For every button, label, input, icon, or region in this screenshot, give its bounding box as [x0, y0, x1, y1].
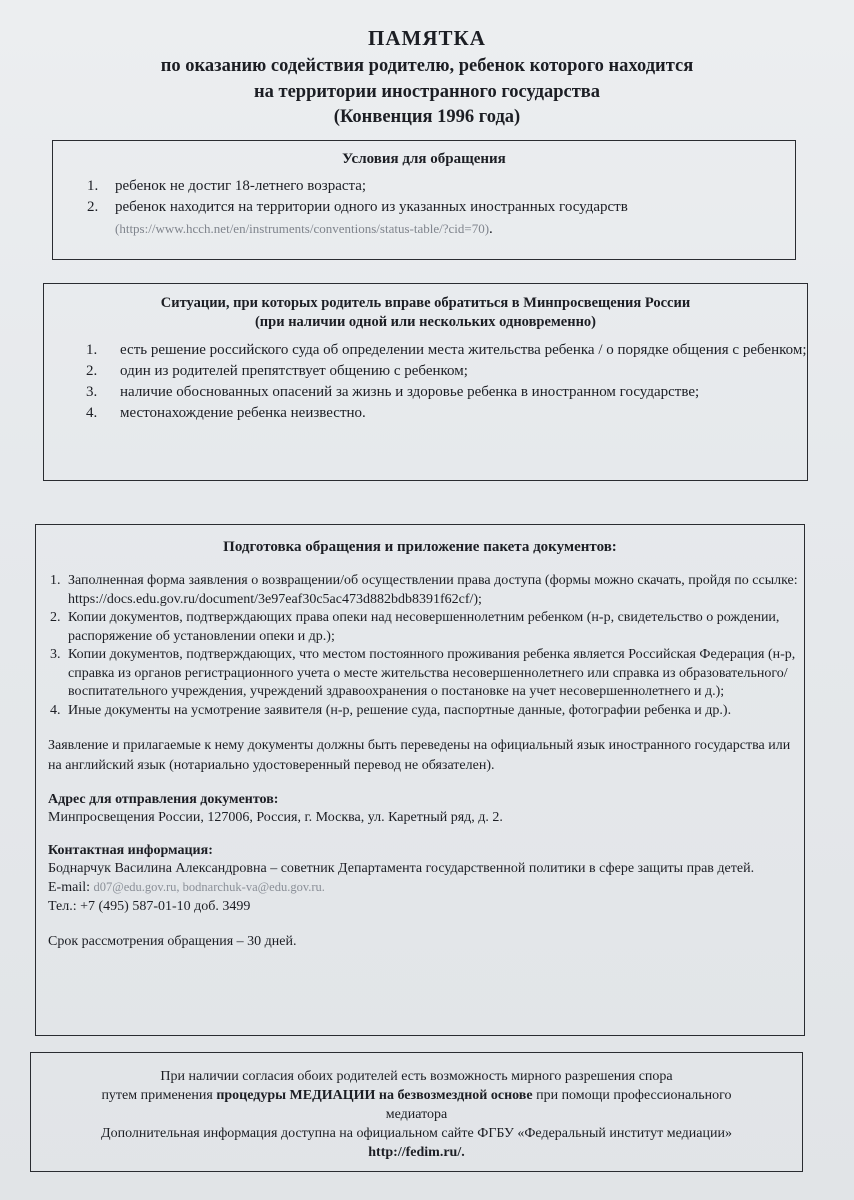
mediation-line-3: медиатора: [385, 1107, 448, 1122]
item-text: наличие обоснованных опасений за жизнь и здоровье ребенка в иностранном государстве;: [120, 384, 700, 400]
subtitle-line-3: (Конвенция 1996 года): [333, 107, 521, 127]
preparation-box: [35, 524, 805, 1036]
mediation-line-2: [31, 1086, 802, 1105]
page-title: ПАМЯТКА: [368, 26, 486, 50]
contact-person: Боднарчук Василина Александровна – советник Департамента государственной политики в сфере защиты прав детей.: [48, 861, 755, 876]
item-number: 2.: [50, 610, 61, 625]
preparation-heading: Подготовка обращения и приложение пакета документов:: [223, 539, 617, 555]
phone-line: Тел.: +7 (495) 587-01-10 доб. 3499: [48, 899, 251, 914]
situations-box: [43, 283, 808, 481]
fedim-link[interactable]: http://fedim.ru/.: [368, 1145, 465, 1160]
translation-note: Заявление и прилагаемые к нему документы должны быть переведены на официальный язык иностранного государства или на английский язык (нотариально удостоверенный перевод не обязателен).: [48, 738, 791, 773]
list-item: [87, 176, 795, 197]
list-item: [86, 340, 807, 360]
item-number: 4.: [50, 702, 61, 718]
situations-heading-line-2: (при наличии одной или нескольких одновременно): [254, 314, 597, 330]
item-text: местонахождение ребенка неизвестно.: [120, 405, 366, 421]
conditions-list: [87, 176, 795, 240]
list-item: [86, 403, 807, 423]
hcch-link[interactable]: (https://www.hcch.net/en/instruments/conventions/status-table/?cid=70): [115, 221, 490, 236]
list-item: [50, 572, 804, 609]
item-number: 3.: [50, 647, 61, 662]
mediation-box: [30, 1052, 803, 1172]
item-number: 2.: [87, 199, 99, 215]
situations-heading: [44, 294, 807, 332]
address-text: Минпросвещения России, 127006, Россия, г. Москва, ул. Каретный ряд, д. 2.: [48, 810, 503, 825]
conditions-box: [52, 140, 796, 260]
situations-list: [86, 340, 807, 423]
subtitle-line-2: на территории иностранного государства: [253, 82, 601, 102]
list-item: [50, 646, 804, 702]
item-text: Иные документы на усмотрение заявителя (н-р, решение суда, паспортные данные, фотографии ребенка и др.).: [68, 702, 732, 718]
review-term: Срок рассмотрения обращения – 30 дней.: [48, 934, 297, 949]
item-number: 1.: [50, 573, 61, 588]
email-label: E-mail:: [48, 880, 90, 895]
item-number: 3.: [86, 384, 98, 400]
documents-list: [50, 572, 804, 720]
subtitle-line-1: по оказанию содействия родителю, ребенок которого находится: [160, 56, 694, 76]
item-text: Копии документов, подтверждающих права опеки над несовершеннолетним ребенком (н-р, свидетельство о рождении, распоряжение об установлении опеки и др.);: [68, 610, 780, 644]
item-number: 2.: [86, 363, 98, 379]
list-item: [50, 609, 804, 646]
conditions-heading: Условия для обращения: [342, 151, 506, 167]
mediation-line-4: Дополнительная информация доступна на официальном сайте ФГБУ «Федеральный институт медиации»: [101, 1126, 732, 1141]
list-item: [86, 382, 807, 402]
item-text: Копии документов, подтверждающих, что местом постоянного проживания ребенка является Российская Федерация (н-р, справка из органов регистрационного учета о месте жительства несовершеннолетнего или справка из образовательного/воспитательного учреждения, учреждений здравоохранения о постановке на учет несовершеннолетнего и д.);: [68, 647, 796, 699]
item-text: ребенок не достиг 18-летнего возраста;: [115, 178, 367, 194]
mediation-emphasis: процедуры МЕДИАЦИИ на безвозмездной основе: [216, 1088, 533, 1103]
address-heading: Адрес для отправления документов:: [48, 792, 279, 807]
item-text: есть решение российского суда об определении места жительства ребенка / о порядке общения с ребенком;: [120, 342, 807, 358]
mediation-line-2-c: при помощи профессионального: [532, 1088, 732, 1103]
list-item: [86, 361, 807, 381]
list-item: [87, 197, 795, 240]
item-text: ребенок находится на территории одного из указанных иностранных государств: [115, 199, 628, 215]
situations-heading-line-1: Ситуации, при которых родитель вправе обратиться в Минпросвещения России: [160, 295, 691, 311]
item-end: .: [489, 221, 493, 237]
mediation-line-2-a: путем применения: [101, 1088, 217, 1103]
item-number: 1.: [87, 178, 99, 194]
email-line: [48, 878, 794, 897]
item-text: один из родителей препятствует общению с ребенком;: [120, 363, 468, 379]
item-number: 1.: [86, 342, 98, 358]
contact-heading: Контактная информация:: [48, 843, 213, 858]
email-value[interactable]: d07@edu.gov.ru, bodnarchuk-va@edu.gov.ru.: [93, 880, 325, 894]
item-text: Заполненная форма заявления о возвращении/об осуществлении права доступа (формы можно скачать, пройдя по ссылке: https://docs.edu.gov.ru/document/3e97eaf30c5ac473d882bdb8391f62cf/);: [68, 573, 798, 607]
list-item: [50, 702, 804, 721]
mediation-line-1: При наличии согласия обоих родителей есть возможность мирного разрешения спора: [160, 1069, 673, 1084]
item-number: 4.: [86, 405, 98, 421]
